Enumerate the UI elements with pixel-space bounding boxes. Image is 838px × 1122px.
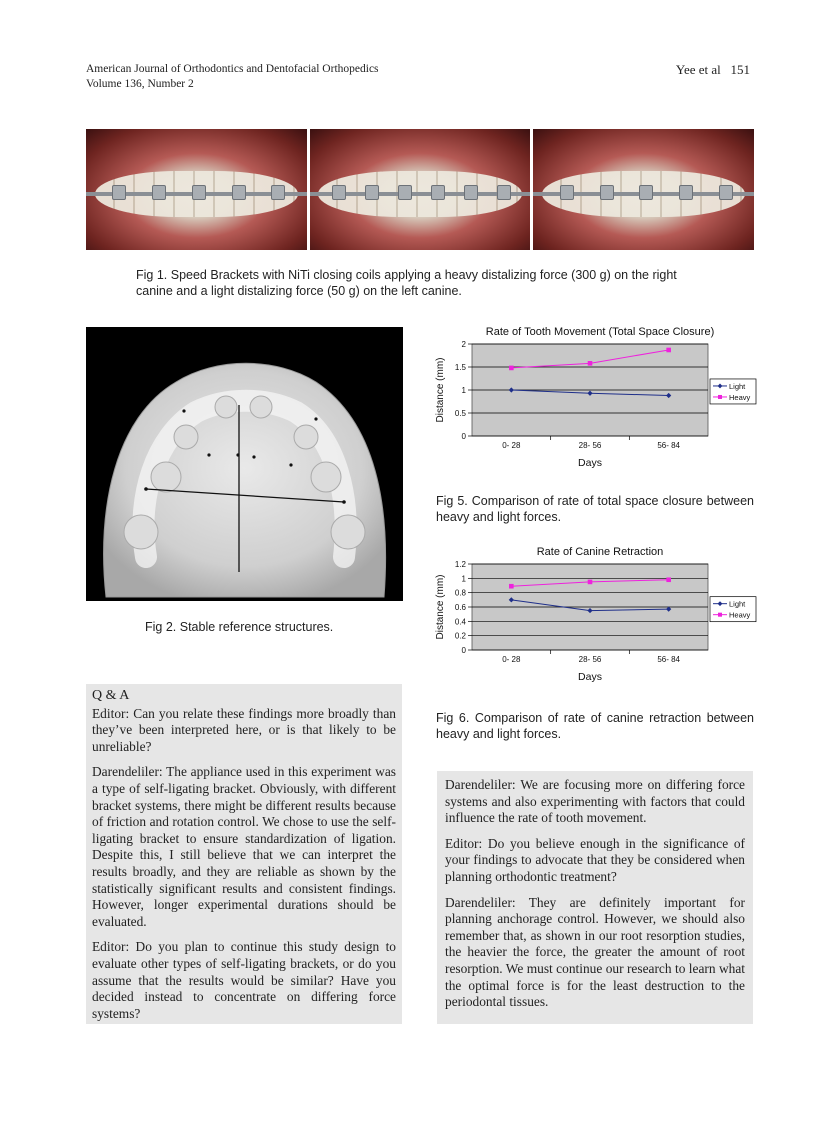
qa-question-3: Editor: Do you believe enough in the significance of your findings to advocate that they be considered when planning orthodontic treatment? [445, 835, 745, 884]
dental-cast-drawing [86, 327, 403, 601]
fig6-chart [430, 542, 760, 699]
fig1-photo-strip [86, 129, 754, 250]
fig2-caption: Fig 2. Stable reference structures. [145, 620, 334, 634]
y-axis-label: Distance (mm) [435, 357, 446, 423]
data-point-heavy [666, 577, 671, 582]
data-point-heavy [509, 366, 514, 371]
chart-title: Rate of Canine Retraction [536, 546, 664, 558]
legend-label-heavy: Heavy [729, 392, 751, 402]
legend-label-light: Light [729, 599, 746, 609]
journal-name: American Journal of Orthodontics and Dentofacial Orthopedics [86, 63, 379, 75]
y-tick-label: 0 [461, 646, 466, 655]
fig1-caption: Fig 1. Speed Brackets with NiTi closing coils applying a heavy distalizing force (300 g) on the right canine and a light distalizing force (50 g) on the left canine. [136, 268, 677, 298]
legend-marker [718, 613, 722, 617]
y-tick-label: 0.4 [454, 617, 466, 627]
qa-right-box [437, 771, 753, 1024]
intraoral-photo-front [310, 129, 531, 250]
intraoral-photo-right [86, 129, 307, 250]
fig6-caption: Fig 6. Comparison of rate of canine retraction between heavy and light forces. [436, 711, 754, 741]
x-axis-label: Days [578, 671, 602, 683]
running-header [86, 62, 379, 92]
intraoral-photo-left [533, 129, 754, 250]
x-tick-label: 0- 28 [502, 655, 521, 664]
data-point-heavy [509, 584, 514, 589]
data-point-heavy [588, 580, 593, 585]
qa-right-content [437, 771, 753, 1011]
y-tick-label: 1 [461, 574, 466, 584]
fig6-chart-svg [430, 542, 760, 694]
fig2-dental-cast-image [86, 327, 403, 601]
x-tick-label: 56- 84 [657, 655, 681, 664]
journal-volume: Volume 136, Number 2 [86, 78, 194, 90]
data-point-heavy [666, 348, 671, 353]
y-tick-label: 0.8 [454, 588, 466, 598]
y-tick-label: 0.6 [454, 603, 466, 612]
y-tick-label: 1.2 [454, 560, 466, 569]
y-tick-label: 0.5 [454, 409, 466, 418]
legend-label-heavy: Heavy [729, 610, 751, 620]
qa-question-1: Editor: Can you relate these findings more broadly than they’ve been interpreted here, or is that likely to be unreliable? [92, 705, 396, 754]
chart-title: Rate of Tooth Movement (Total Space Closure) [485, 326, 715, 338]
y-tick-label: 0.2 [454, 631, 466, 641]
qa-heading: Q & A [92, 688, 130, 703]
qa-answer-1: Darendeliler: The appliance used in this experiment was a type of self-ligating bracket. Obviously, with different bracket systems, there might be different results because of friction and rotation control. We chose to use the self-ligating bracket to ensure standardization of ligation. Despite this, I still believe that we can interpret the results broadly, and they are reliable as shown by the statistically significant results and consistent findings. However, longer experimental durations should be evaluated. [92, 764, 396, 929]
x-tick-label: 56- 84 [657, 441, 681, 450]
y-tick-label: 1.5 [454, 363, 466, 372]
fig5-caption: Fig 5. Comparison of rate of total space closure between heavy and light forces. [436, 494, 754, 524]
data-point-heavy [588, 361, 593, 366]
y-tick-label: 2 [461, 340, 466, 349]
x-tick-label: 28- 56 [578, 441, 602, 450]
x-tick-label: 28- 56 [578, 655, 602, 664]
legend-marker [718, 395, 722, 399]
fig5-chart-svg [430, 322, 760, 480]
qa-answer-2: Darendeliler: We are focusing more on differing force systems and also experimenting with factors that could influence the rate of tooth movement. [445, 777, 745, 826]
qa-answer-3: Darendeliler: They are definitely important for planning anchorage control. However, we should also remember that, as shown in our root resorption studies, the heavier the force, the greater the amount of root resorption. We must continue our research to learn what the optimal force is for the least destruction to the periodontal tissues. [445, 894, 745, 1010]
legend-label-light: Light [729, 381, 746, 391]
fig5-chart [430, 322, 760, 485]
qa-left-content [86, 684, 402, 1022]
x-tick-label: 0- 28 [502, 441, 521, 450]
y-tick-label: 0 [461, 432, 466, 441]
qa-question-2: Editor: Do you plan to continue this study design to evaluate other types of self-ligating brackets, or do you assume that the results would be similar? Have you decided instead to concentrate on differing force systems? [92, 939, 396, 1021]
author-page-number: Yee et al 151 [675, 62, 750, 77]
y-axis-label: Distance (mm) [435, 574, 446, 640]
x-axis-label: Days [578, 457, 602, 469]
y-tick-label: 1 [461, 386, 466, 395]
qa-left-box [86, 684, 402, 1024]
